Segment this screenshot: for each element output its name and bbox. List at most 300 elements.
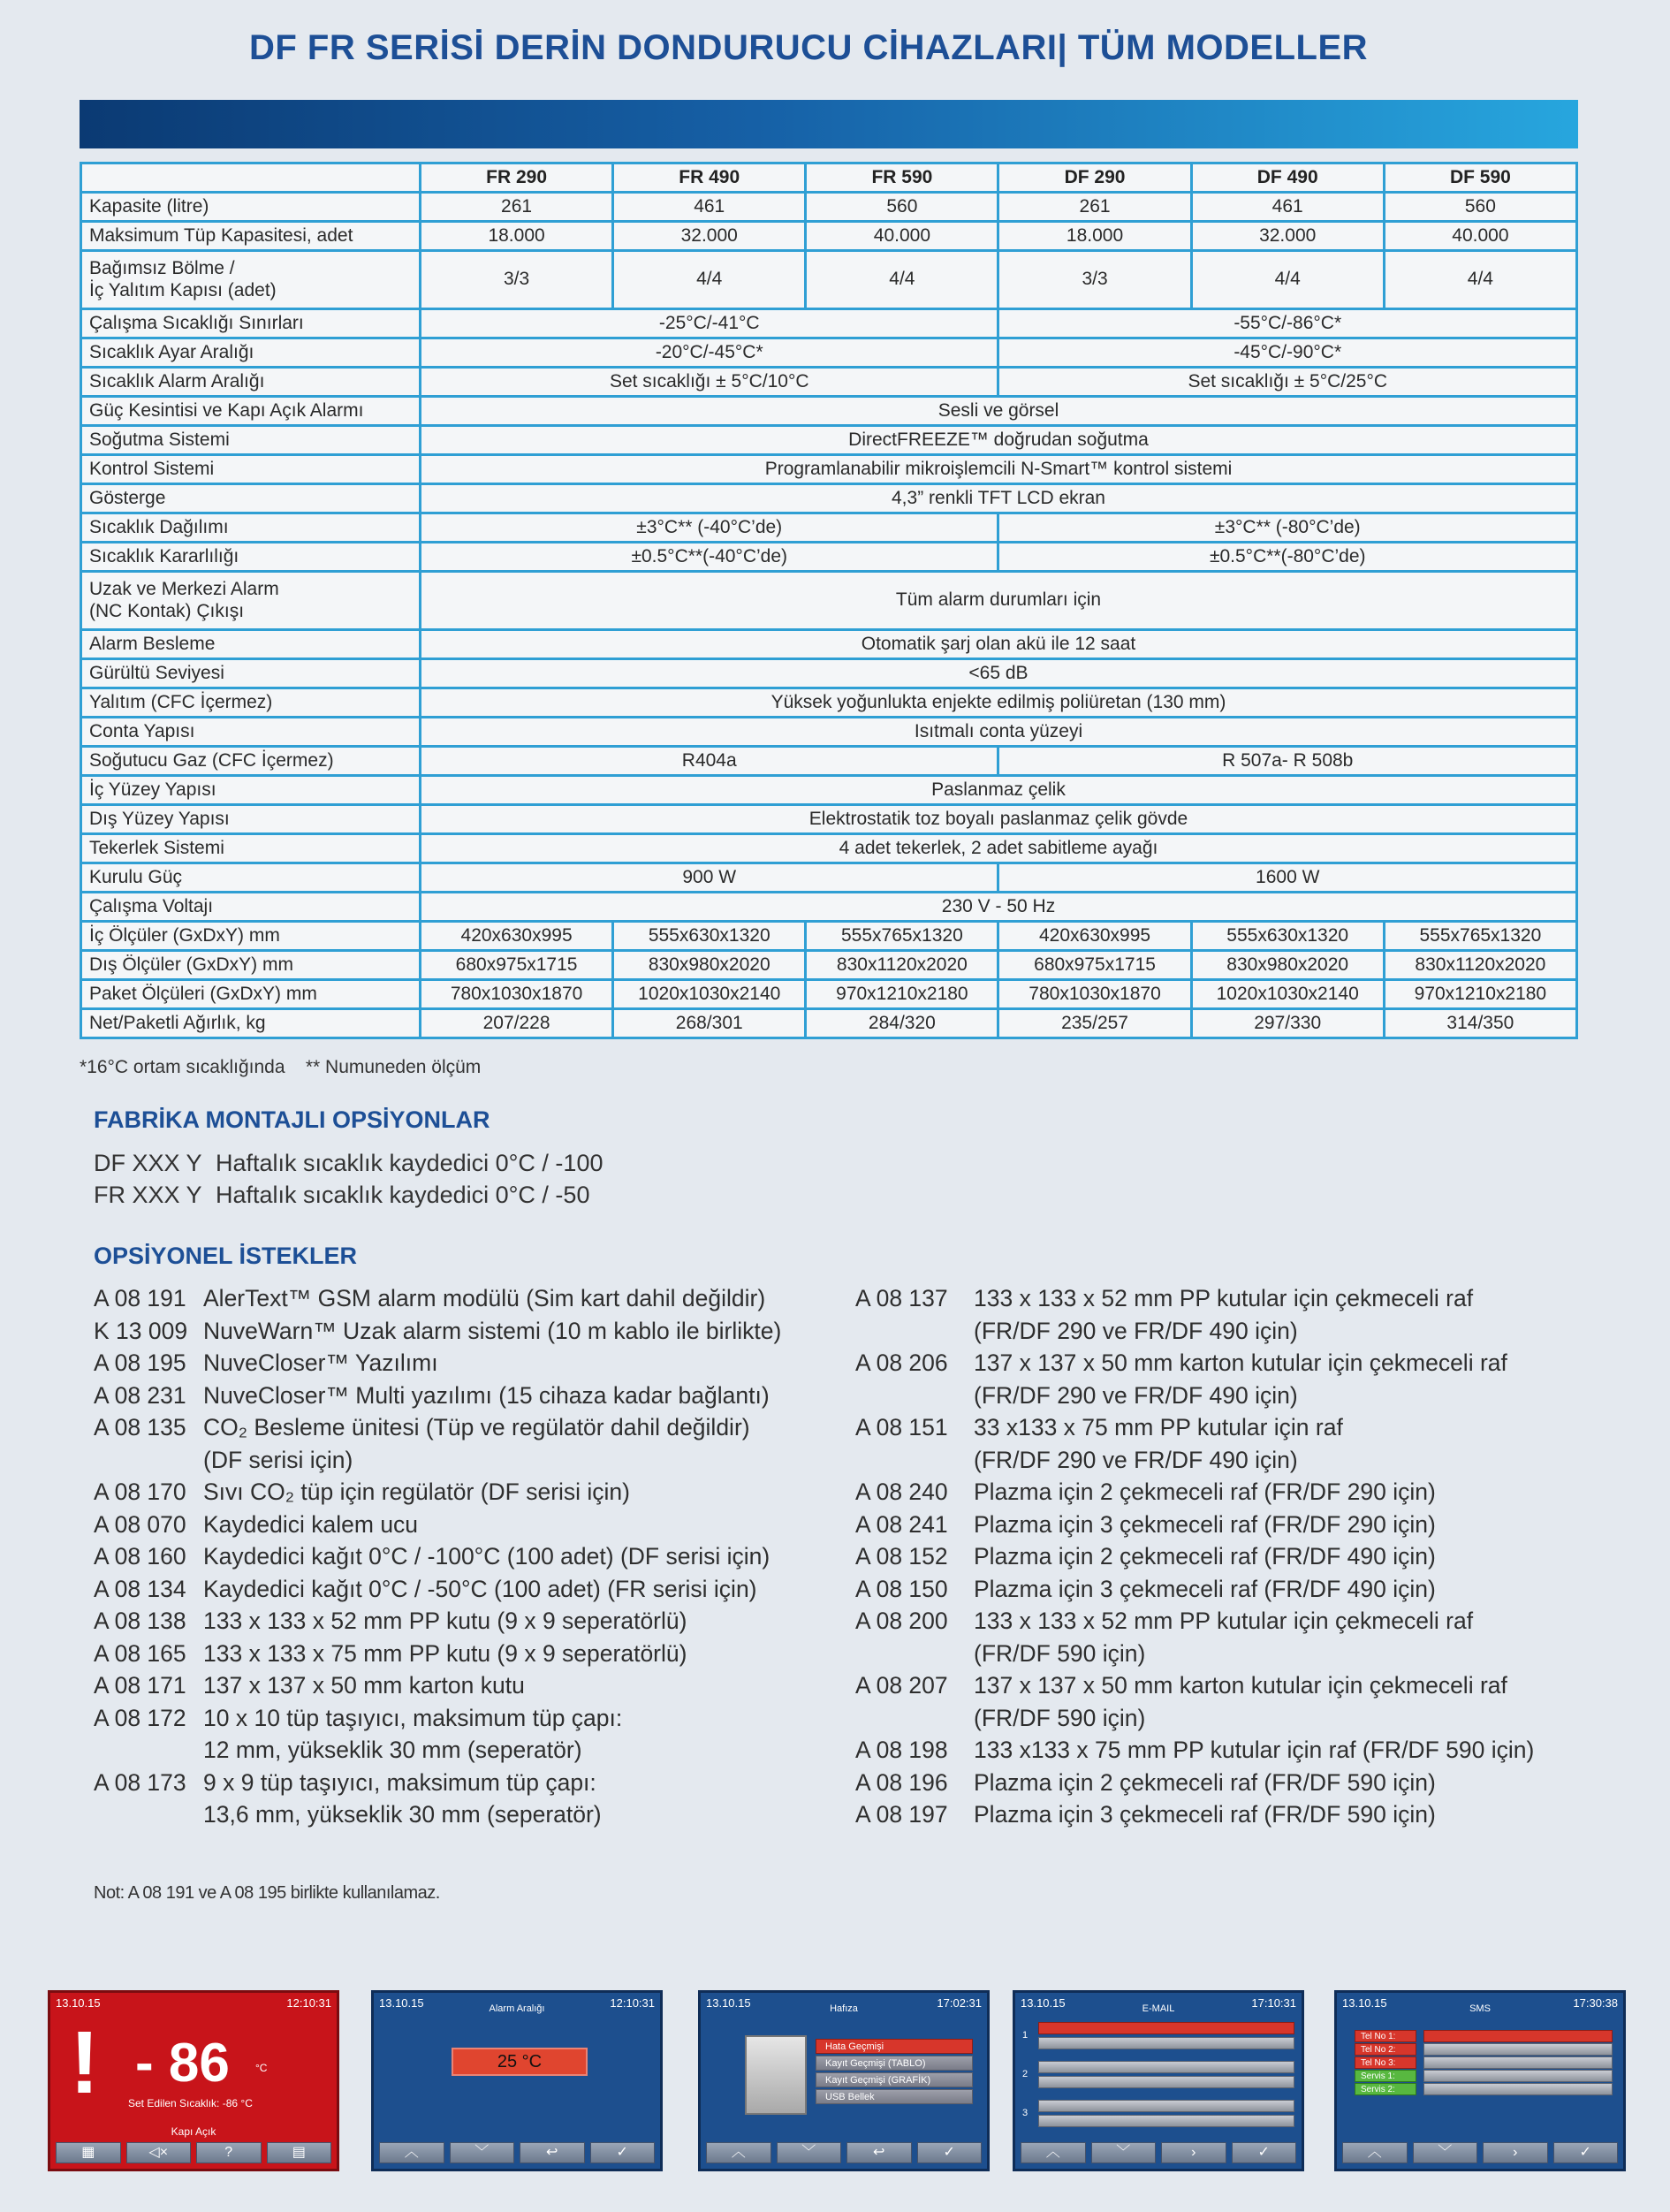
table-row — [81, 863, 1577, 893]
row-label: Kurulu Güç — [81, 863, 421, 893]
screen-title: Alarm Aralığı — [489, 2003, 545, 2014]
option-code: A 08 170 — [94, 1478, 186, 1505]
table-row — [81, 805, 1577, 834]
cell-value: 207/228 — [421, 1009, 613, 1038]
cell-value: 780x1030x1870 — [998, 980, 1191, 1009]
cell-value-df: ±3°C** (-80°C’de) — [998, 513, 1577, 543]
option-code: FR XXX Y — [94, 1182, 202, 1208]
table-row — [81, 455, 1577, 484]
up-icon: ︿ — [1021, 2142, 1086, 2163]
table-row — [81, 484, 1577, 513]
sms-field — [1423, 2056, 1613, 2069]
option-item — [94, 1380, 854, 1412]
table-row — [81, 251, 1577, 309]
row-label: Bağımsız Bölme / İç Yalıtım Kapısı (adet) — [81, 251, 421, 309]
header-band — [80, 100, 1578, 148]
row-label: Dış Yüzey Yapısı — [81, 805, 421, 834]
option-item — [94, 1767, 854, 1831]
option-item — [855, 1798, 1633, 1831]
option-desc: 9 x 9 tüp taşıyıcı, maksimum tüp çapı: 13,6 mm, yükseklik 30 mm (seperatör) — [203, 1768, 602, 1828]
screen-title: Hafıza — [830, 2003, 858, 2014]
cell-value: 261 — [421, 193, 613, 222]
cell-value-all: Tüm alarm durumları için — [421, 572, 1577, 630]
factory-options-list — [94, 1147, 603, 1211]
option-code: A 08 241 — [855, 1510, 948, 1538]
next-icon: › — [1483, 2142, 1548, 2163]
cell-value-all: Yüksek yoğunlukta enjekte edilmiş poliüretan (130 mm) — [421, 688, 1577, 718]
cell-value: 32.000 — [613, 222, 806, 251]
memory-menu-item: USB Bellek — [816, 2089, 973, 2104]
optional-list-right — [855, 1282, 1633, 1831]
sms-phone-label: Tel No 2: — [1355, 2043, 1416, 2056]
option-code: A 08 150 — [855, 1575, 948, 1602]
cell-value: 970x1210x2180 — [1384, 980, 1576, 1009]
option-desc: Plazma için 3 çekmeceli raf (FR/DF 590 için) — [974, 1801, 1436, 1828]
option-desc: Kaydedici kağıt 0°C / -100°C (100 adet) (DF serisi için) — [203, 1543, 770, 1570]
row-label: Paket Ölçüleri (GxDxY) mm — [81, 980, 421, 1009]
option-code: A 08 198 — [855, 1737, 948, 1763]
option-code: A 08 191 — [94, 1285, 186, 1311]
option-desc: 133 x 133 x 52 mm PP kutu (9 x 9 seperatörlü) — [203, 1608, 687, 1634]
cell-value: 555x765x1320 — [806, 922, 998, 951]
table-row — [81, 922, 1577, 951]
page-title: DF FR SERİSİ DERİN DONDURUCU CİHAZLARI| TÜM MODELLER — [248, 28, 1369, 67]
model-header: FR 490 — [613, 163, 806, 193]
cell-value: 830x1120x2020 — [806, 951, 998, 980]
cell-value-df: -55°C/-86°C* — [998, 309, 1577, 338]
model-header: FR 290 — [421, 163, 613, 193]
cell-value-all: Programlanabilir mikroişlemcili N-Smart™ kontrol sistemi — [421, 455, 1577, 484]
back-icon: ↩ — [520, 2142, 585, 2163]
temperature-display: - 86 — [135, 2033, 230, 2094]
table-row — [81, 834, 1577, 863]
factory-option — [94, 1147, 603, 1179]
option-code: A 08 172 — [94, 1704, 186, 1731]
option-desc: Plazma için 2 çekmeceli raf (FR/DF 490 için) — [974, 1543, 1436, 1570]
screen-time: 12:10:31 — [286, 1996, 331, 2010]
cell-value: 970x1210x2180 — [806, 980, 998, 1009]
cell-value: 555x765x1320 — [1384, 922, 1576, 951]
table-row — [81, 630, 1577, 659]
sms-phone-label: Servis 1: — [1355, 2070, 1416, 2082]
next-icon: › — [1161, 2142, 1226, 2163]
cell-value: 235/257 — [998, 1009, 1191, 1038]
option-item — [855, 1605, 1633, 1669]
optional-heading: OPSİYONEL İSTEKLER — [94, 1243, 358, 1269]
cell-value: 32.000 — [1191, 222, 1384, 251]
screen-date: 13.10.15 — [706, 1996, 751, 2010]
option-item — [855, 1282, 1633, 1347]
cell-value: 18.000 — [998, 222, 1191, 251]
cell-value: 555x630x1320 — [1191, 922, 1384, 951]
option-item — [94, 1605, 854, 1638]
option-item — [94, 1476, 854, 1509]
option-item — [855, 1573, 1633, 1606]
cell-value: 555x630x1320 — [613, 922, 806, 951]
cell-value-all: 230 V - 50 Hz — [421, 893, 1577, 922]
menu-icon: ▦ — [56, 2142, 121, 2163]
table-row — [81, 980, 1577, 1009]
cell-value-fr: -20°C/-45°C* — [421, 338, 998, 368]
table-row — [81, 659, 1577, 688]
option-desc: Plazma için 2 çekmeceli raf (FR/DF 590 için) — [974, 1768, 1436, 1796]
option-code: A 08 151 — [855, 1414, 948, 1440]
down-icon: ﹀ — [1091, 2142, 1157, 2163]
cell-value-fr: -25°C/-41°C — [421, 309, 998, 338]
warning-icon: ! — [70, 2013, 100, 2112]
row-label: Alarm Besleme — [81, 630, 421, 659]
screen-email — [1013, 1990, 1304, 2171]
option-desc: NuveCloser™ Yazılımı — [203, 1349, 438, 1376]
cell-value: 560 — [806, 193, 998, 222]
sms-phone-label: Tel No 1: — [1355, 2030, 1416, 2042]
down-icon: ﹀ — [777, 2142, 842, 2163]
info-icon: ? — [196, 2142, 262, 2163]
up-icon: ︿ — [706, 2142, 771, 2163]
row-label: Gürültü Seviyesi — [81, 659, 421, 688]
cell-value: 297/330 — [1191, 1009, 1384, 1038]
table-row — [81, 338, 1577, 368]
option-desc: CO₂ Besleme ünitesi (Tüp ve regülatör dahil değildir) (DF serisi için) — [203, 1414, 750, 1473]
option-desc: 10 x 10 tüp taşıyıcı, maksimum tüp çapı: 12 mm, yükseklik 30 mm (seperatör) — [203, 1704, 623, 1763]
cell-value-df: ±0.5°C**(-80°C’de) — [998, 543, 1577, 572]
option-desc: NuveCloser™ Multi yazılımı (15 cihaza kadar bağlantı) — [203, 1381, 770, 1409]
memory-menu-item: Kayıt Geçmişi (GRAFİK) — [816, 2072, 973, 2087]
check-icon: ✓ — [1232, 2142, 1297, 2163]
cell-value: 1020x1030x2140 — [613, 980, 806, 1009]
cell-value: 461 — [613, 193, 806, 222]
cell-value-fr: Set sıcaklığı ± 5°C/10°C — [421, 368, 998, 397]
option-desc: Plazma için 3 çekmeceli raf (FR/DF 290 için) — [974, 1510, 1436, 1538]
cell-value-df: 1600 W — [998, 863, 1577, 893]
factory-options-heading: FABRİKA MONTAJLI OPSİYONLAR — [94, 1106, 490, 1133]
row-label: Sıcaklık Kararlılığı — [81, 543, 421, 572]
cell-value-df: -45°C/-90°C* — [998, 338, 1577, 368]
cell-value: 268/301 — [613, 1009, 806, 1038]
row-label: Sıcaklık Dağılımı — [81, 513, 421, 543]
note: Not: A 08 191 ve A 08 195 birlikte kullanılamaz. — [94, 1883, 440, 1903]
cell-value: 830x1120x2020 — [1384, 951, 1576, 980]
table-row — [81, 572, 1577, 630]
option-item — [855, 1669, 1633, 1734]
memory-menu-item: Kayıt Geçmişi (TABLO) — [816, 2056, 973, 2071]
check-icon: ✓ — [1553, 2142, 1619, 2163]
screen-date: 13.10.15 — [1342, 1996, 1387, 2010]
header-cell-empty — [81, 163, 421, 193]
down-icon: ﹀ — [450, 2142, 515, 2163]
row-label: Çalışma Sıcaklığı Sınırları — [81, 309, 421, 338]
option-item — [855, 1411, 1633, 1476]
cell-value-all: 4,3” renkli TFT LCD ekran — [421, 484, 1577, 513]
cell-value: 4/4 — [1384, 251, 1576, 309]
table-row — [81, 309, 1577, 338]
option-code: DF XXX Y — [94, 1150, 202, 1176]
option-code: A 08 207 — [855, 1672, 948, 1699]
cell-value: 4/4 — [613, 251, 806, 309]
row-label: Dış Ölçüler (GxDxY) mm — [81, 951, 421, 980]
table-row — [81, 688, 1577, 718]
email-row-fields — [1038, 2100, 1294, 2127]
email-row — [1022, 2016, 1294, 2055]
email-row-fields — [1038, 2061, 1294, 2088]
email-field — [1038, 2115, 1294, 2127]
cell-value: 3/3 — [421, 251, 613, 309]
optional-list-left — [94, 1282, 854, 1831]
option-item — [94, 1315, 854, 1348]
option-item — [94, 1509, 854, 1541]
row-label: Çalışma Voltajı — [81, 893, 421, 922]
option-desc: 133 x 133 x 75 mm PP kutu (9 x 9 seperatörlü) — [203, 1639, 687, 1667]
model-header: DF 290 — [998, 163, 1191, 193]
table-row — [81, 776, 1577, 805]
option-item — [94, 1347, 854, 1380]
back-icon: ↩ — [846, 2142, 912, 2163]
cell-value: 680x975x1715 — [998, 951, 1191, 980]
cell-value: 830x980x2020 — [613, 951, 806, 980]
set-temperature: Set Edilen Sıcaklık: -86 °C — [128, 2097, 253, 2109]
cell-value-all: Elektrostatik toz boyalı paslanmaz çelik gövde — [421, 805, 1577, 834]
cell-value: 3/3 — [998, 251, 1191, 309]
screen-title: E-MAIL — [1142, 2003, 1175, 2014]
sms-field — [1423, 2043, 1613, 2056]
cell-value-all: DirectFREEZE™ doğrudan soğutma — [421, 426, 1577, 455]
option-item — [94, 1638, 854, 1670]
table-header-row — [81, 163, 1577, 193]
cell-value: 40.000 — [806, 222, 998, 251]
row-label: Yalıtım (CFC İçermez) — [81, 688, 421, 718]
option-item — [855, 1509, 1633, 1541]
option-code: A 08 134 — [94, 1575, 186, 1602]
temperature-unit: °C — [255, 2062, 268, 2074]
table-row — [81, 747, 1577, 776]
email-row-number: 1 — [1022, 2030, 1029, 2041]
model-header: FR 590 — [806, 163, 998, 193]
up-icon: ︿ — [1342, 2142, 1408, 2163]
screen-alarm — [48, 1990, 339, 2171]
cabinet-icon — [745, 2035, 807, 2115]
option-desc: 133 x 133 x 52 mm PP kutular için çekmeceli raf (FR/DF 290 ve FR/DF 490 için) — [974, 1285, 1474, 1344]
table-row — [81, 222, 1577, 251]
cell-value-all: Sesli ve görsel — [421, 397, 1577, 426]
check-icon: ✓ — [917, 2142, 983, 2163]
up-icon: ︿ — [379, 2142, 444, 2163]
model-header: DF 490 — [1191, 163, 1384, 193]
email-row — [1022, 2094, 1294, 2132]
cell-value: 284/320 — [806, 1009, 998, 1038]
email-field — [1038, 2022, 1294, 2034]
option-item — [855, 1347, 1633, 1411]
option-item — [94, 1702, 854, 1767]
cell-value: 40.000 — [1384, 222, 1576, 251]
cell-value: 261 — [998, 193, 1191, 222]
email-row-fields — [1038, 2022, 1294, 2049]
table-row — [81, 1009, 1577, 1038]
sms-phone-label: Servis 2: — [1355, 2083, 1416, 2095]
row-label: Kontrol Sistemi — [81, 455, 421, 484]
sms-phone-label: Tel No 3: — [1355, 2056, 1416, 2069]
option-code: A 08 240 — [855, 1478, 948, 1505]
cell-value: 1020x1030x2140 — [1191, 980, 1384, 1009]
cell-value-all: Paslanmaz çelik — [421, 776, 1577, 805]
option-code: A 08 231 — [94, 1381, 186, 1409]
cell-value-fr: R404a — [421, 747, 998, 776]
option-code: A 08 152 — [855, 1543, 948, 1570]
cell-value: 830x980x2020 — [1191, 951, 1384, 980]
settings-icon: ▤ — [267, 2142, 332, 2163]
model-header: DF 590 — [1384, 163, 1576, 193]
memory-menu-item: Hata Geçmişi — [816, 2039, 973, 2054]
cell-value-fr: 900 W — [421, 863, 998, 893]
screen-date: 13.10.15 — [56, 1996, 101, 2010]
cell-value: 780x1030x1870 — [421, 980, 613, 1009]
factory-option — [94, 1179, 603, 1211]
option-desc: 133 x133 x 75 mm PP kutular için raf (FR/DF 590 için) — [974, 1737, 1535, 1763]
option-desc: Haftalık sıcaklık kaydedici 0°C / -100 — [216, 1150, 603, 1176]
option-desc: Haftalık sıcaklık kaydedici 0°C / -50 — [216, 1182, 590, 1208]
cell-value: 4/4 — [806, 251, 998, 309]
cell-value-all: Otomatik şarj olan akü ile 12 saat — [421, 630, 1577, 659]
option-code: K 13 009 — [94, 1317, 188, 1344]
email-row-number: 2 — [1022, 2069, 1029, 2079]
option-item — [94, 1282, 854, 1315]
table-row — [81, 193, 1577, 222]
check-icon: ✓ — [590, 2142, 656, 2163]
option-item — [855, 1734, 1633, 1767]
row-label: Soğutma Sistemi — [81, 426, 421, 455]
option-item — [855, 1767, 1633, 1799]
option-code: A 08 197 — [855, 1801, 948, 1828]
option-code: A 08 171 — [94, 1672, 186, 1699]
row-label: İç Ölçüler (GxDxY) mm — [81, 922, 421, 951]
option-code: A 08 160 — [94, 1543, 186, 1570]
email-field — [1038, 2061, 1294, 2073]
cell-value-all: Isıtmalı conta yüzeyi — [421, 718, 1577, 747]
email-rows — [1022, 2016, 1294, 2132]
mute-icon: ◁× — [126, 2142, 192, 2163]
sms-field — [1423, 2083, 1613, 2095]
option-code: A 08 070 — [94, 1510, 186, 1538]
row-label: İç Yüzey Yapısı — [81, 776, 421, 805]
row-label: Net/Paketli Ağırlık, kg — [81, 1009, 421, 1038]
cell-value: 4/4 — [1191, 251, 1384, 309]
option-desc: NuveWarn™ Uzak alarm sistemi (10 m kablo ile birlikte) — [203, 1317, 782, 1344]
option-desc: 133 x 133 x 52 mm PP kutular için çekmeceli raf (FR/DF 590 için) — [974, 1608, 1474, 1667]
row-label: Uzak ve Merkezi Alarm (NC Kontak) Çıkışı — [81, 572, 421, 630]
option-desc: Plazma için 3 çekmeceli raf (FR/DF 490 için) — [974, 1575, 1436, 1602]
screen-sms — [1334, 1990, 1626, 2171]
email-field — [1038, 2076, 1294, 2088]
door-open-status: Kapı Açık — [171, 2125, 216, 2138]
cell-value-df: Set sıcaklığı ± 5°C/25°C — [998, 368, 1577, 397]
cell-value: 420x630x995 — [421, 922, 613, 951]
option-code: A 08 138 — [94, 1608, 186, 1634]
cell-value-all: <65 dB — [421, 659, 1577, 688]
screen-time: 17:10:31 — [1251, 1996, 1296, 2010]
table-row — [81, 893, 1577, 922]
cell-value-fr: ±3°C** (-40°C’de) — [421, 513, 998, 543]
email-field — [1038, 2037, 1294, 2049]
memory-menu — [816, 2039, 973, 2106]
option-code: A 08 165 — [94, 1639, 186, 1667]
screen-time: 17:30:38 — [1573, 1996, 1618, 2010]
option-desc: 137 x 137 x 50 mm karton kutular için çekmeceli raf (FR/DF 290 ve FR/DF 490 için) — [974, 1349, 1507, 1409]
cell-value-fr: ±0.5°C**(-40°C’de) — [421, 543, 998, 572]
option-item — [94, 1540, 854, 1573]
row-label: Sıcaklık Alarm Aralığı — [81, 368, 421, 397]
down-icon: ﹀ — [1413, 2142, 1478, 2163]
option-desc: 137 x 137 x 50 mm karton kutular için çekmeceli raf (FR/DF 590 için) — [974, 1672, 1507, 1731]
cell-value: 314/350 — [1384, 1009, 1576, 1038]
option-desc: 33 x133 x 75 mm PP kutular için raf (FR/DF 290 ve FR/DF 490 için) — [974, 1414, 1343, 1473]
email-row-number: 3 — [1022, 2108, 1029, 2118]
option-code: A 08 195 — [94, 1349, 186, 1376]
table-row — [81, 513, 1577, 543]
option-desc: Plazma için 2 çekmeceli raf (FR/DF 290 için) — [974, 1478, 1436, 1505]
table-row — [81, 426, 1577, 455]
row-label: Kapasite (litre) — [81, 193, 421, 222]
option-desc: AlerText™ GSM alarm modülü (Sim kart dahil değildir) — [203, 1285, 766, 1311]
sms-field — [1423, 2030, 1613, 2042]
option-desc: 137 x 137 x 50 mm karton kutu — [203, 1672, 525, 1699]
table-row — [81, 951, 1577, 980]
cell-value: 680x975x1715 — [421, 951, 613, 980]
cell-value-df: R 507a- R 508b — [998, 747, 1577, 776]
row-label: Soğutucu Gaz (CFC İçermez) — [81, 747, 421, 776]
option-desc: Kaydedici kalem ucu — [203, 1510, 419, 1538]
screen-alarm-range — [371, 1990, 663, 2171]
sms-fields — [1423, 2030, 1613, 2096]
table-row — [81, 718, 1577, 747]
row-label: Conta Yapısı — [81, 718, 421, 747]
cell-value-all: 4 adet tekerlek, 2 adet sabitleme ayağı — [421, 834, 1577, 863]
cell-value: 560 — [1384, 193, 1576, 222]
option-code: A 08 200 — [855, 1608, 948, 1634]
cell-value: 18.000 — [421, 222, 613, 251]
option-code: A 08 206 — [855, 1349, 948, 1376]
option-code: A 08 135 — [94, 1414, 186, 1440]
footnote: *16°C ortam sıcaklığında ** Numuneden ölçüm — [80, 1057, 482, 1077]
email-field — [1038, 2100, 1294, 2112]
screen-title: SMS — [1469, 2003, 1491, 2014]
cell-value: 420x630x995 — [998, 922, 1191, 951]
screen-memory — [698, 1990, 990, 2171]
option-item — [94, 1411, 854, 1476]
spec-table — [80, 162, 1578, 1039]
cell-value: 461 — [1191, 193, 1384, 222]
screen-time: 12:10:31 — [610, 1996, 655, 2010]
table-row — [81, 368, 1577, 397]
option-code: A 08 137 — [855, 1285, 948, 1311]
option-item — [94, 1669, 854, 1702]
option-item — [94, 1573, 854, 1606]
row-label: Gösterge — [81, 484, 421, 513]
screen-date: 13.10.15 — [379, 1996, 424, 2010]
row-label: Güç Kesintisi ve Kapı Açık Alarmı — [81, 397, 421, 426]
option-code: A 08 173 — [94, 1768, 186, 1796]
sms-phone-list — [1355, 2030, 1416, 2096]
row-label: Tekerlek Sistemi — [81, 834, 421, 863]
option-code: A 08 196 — [855, 1768, 948, 1796]
option-desc: Kaydedici kağıt 0°C / -50°C (100 adet) (FR serisi için) — [203, 1575, 757, 1602]
row-label: Maksimum Tüp Kapasitesi, adet — [81, 222, 421, 251]
option-item — [855, 1476, 1633, 1509]
screen-date: 13.10.15 — [1021, 1996, 1066, 2010]
sms-field — [1423, 2070, 1613, 2082]
screen-time: 17:02:31 — [937, 1996, 982, 2010]
option-desc: Sıvı CO₂ tüp için regülatör (DF serisi için) — [203, 1478, 630, 1505]
option-item — [855, 1540, 1633, 1573]
alarm-range-value: 25 °C — [452, 2048, 588, 2076]
